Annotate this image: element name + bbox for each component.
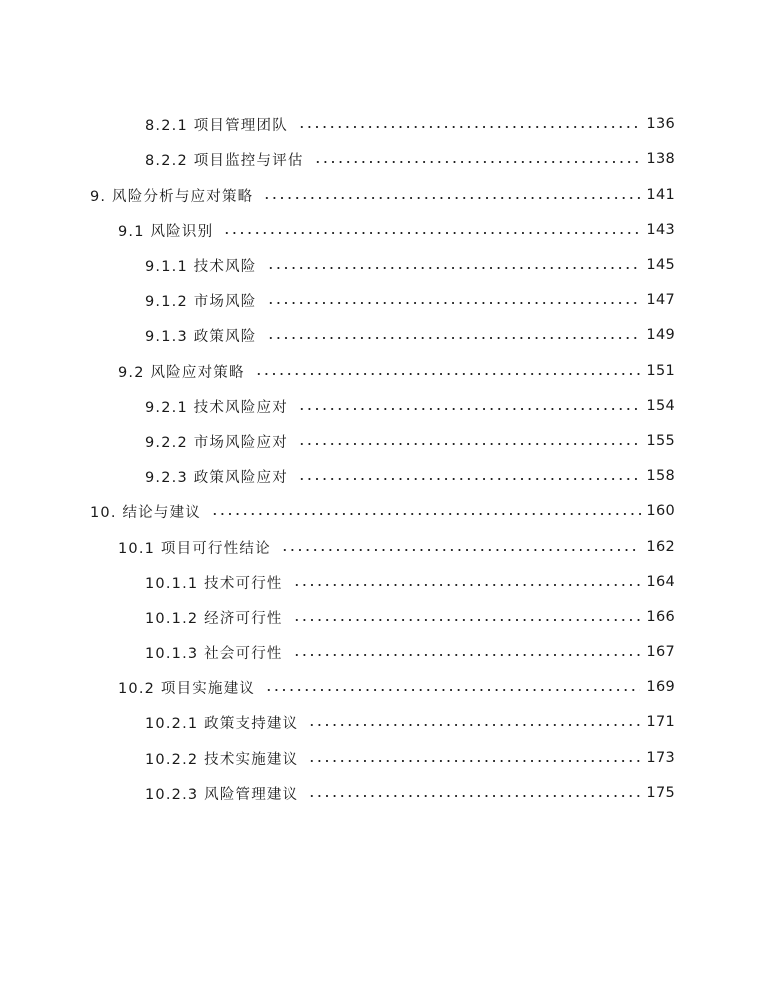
toc-dot-leader [255, 372, 641, 376]
toc-entry-label: 9.1.1 技术风险 [145, 258, 257, 275]
toc-dot-leader [265, 688, 640, 692]
toc-entry[interactable] [145, 289, 675, 311]
toc-dot-leader [308, 794, 640, 798]
toc-entry-label: 9.2.2 市场风险应对 [145, 434, 288, 451]
toc-entry[interactable] [90, 500, 675, 522]
toc-dot-leader [298, 407, 641, 411]
toc-entry-label: 8.2.1 项目管理团队 [145, 117, 288, 134]
toc-page-number: 147 [646, 292, 675, 308]
toc-entry-label: 10.1.1 技术可行性 [145, 575, 283, 592]
toc-entry[interactable] [145, 711, 675, 733]
toc-page-number: 138 [646, 151, 675, 167]
toc-dot-leader [223, 231, 640, 235]
toc-page-number: 166 [646, 609, 675, 625]
toc-entry-label: 9.2.3 政策风险应对 [145, 469, 288, 486]
toc-entry[interactable] [145, 641, 675, 663]
toc-entry[interactable] [118, 536, 675, 558]
toc-page-number: 167 [646, 644, 675, 660]
toc-entry-label: 9.1.2 市场风险 [145, 293, 257, 310]
toc-dot-leader [298, 125, 641, 129]
toc-entry-label: 10.2.3 风险管理建议 [145, 786, 299, 803]
toc-page-number: 158 [646, 468, 675, 484]
toc-page-number: 145 [646, 257, 675, 273]
toc-entry[interactable] [145, 430, 675, 452]
toc-entry-label: 10. 结论与建议 [90, 504, 201, 521]
toc-dot-leader [267, 266, 641, 270]
toc-dot-leader [267, 301, 641, 305]
toc-entry[interactable] [118, 360, 675, 382]
toc-entry-label: 10.2.2 技术实施建议 [145, 751, 299, 768]
toc-entry[interactable] [145, 782, 675, 804]
toc-dot-leader [211, 512, 644, 516]
toc-entry[interactable] [145, 254, 675, 276]
toc-page-number: 149 [646, 327, 675, 343]
toc-page-number: 171 [646, 714, 675, 730]
toc-dot-leader [314, 160, 641, 164]
toc-dot-leader [293, 653, 641, 657]
toc-dot-leader [308, 723, 640, 727]
toc-entry[interactable] [145, 324, 675, 346]
toc-page-number: 175 [646, 785, 675, 801]
toc-dot-leader [308, 759, 640, 763]
toc-entry-label: 9.1 风险识别 [118, 223, 214, 240]
toc-dot-leader [293, 583, 641, 587]
toc-entry[interactable] [145, 465, 675, 487]
toc-entry-label: 10.1.3 社会可行性 [145, 645, 283, 662]
toc-entry-label: 10.2 项目实施建议 [118, 680, 256, 697]
toc-entry-label: 9.1.3 政策风险 [145, 328, 257, 345]
toc-dot-leader [298, 442, 641, 446]
toc-page-number: 154 [646, 398, 675, 414]
toc-entry-label: 10.1.2 经济可行性 [145, 610, 283, 627]
toc-page-number: 141 [646, 187, 675, 203]
toc-page-number: 169 [646, 679, 675, 695]
toc-entry[interactable] [145, 113, 675, 135]
toc-dot-leader [281, 548, 641, 552]
toc-page-number: 164 [646, 574, 675, 590]
toc-entry-label: 10.2.1 政策支持建议 [145, 715, 299, 732]
toc-entry[interactable] [145, 606, 675, 628]
toc-entry[interactable] [90, 184, 675, 206]
toc-page-number: 173 [646, 750, 675, 766]
toc-page-number: 160 [646, 503, 675, 519]
toc-entry[interactable] [145, 148, 675, 170]
toc-entry-label: 9. 风险分析与应对策略 [90, 188, 254, 205]
toc-page-number: 136 [646, 116, 675, 132]
toc-page-number: 162 [646, 539, 675, 555]
toc-entry[interactable] [145, 395, 675, 417]
toc-entry[interactable] [118, 219, 675, 241]
toc-entry-label: 8.2.2 项目监控与评估 [145, 152, 304, 169]
toc-entry[interactable] [145, 571, 675, 593]
toc-entry-label: 9.2 风险应对策略 [118, 364, 245, 381]
toc-dot-leader [293, 618, 641, 622]
toc-entry[interactable] [145, 747, 675, 769]
toc-page-number: 155 [646, 433, 675, 449]
toc-dot-leader [267, 336, 641, 340]
toc-dot-leader [298, 477, 641, 481]
toc-entry-label: 10.1 项目可行性结论 [118, 540, 271, 557]
toc-page-number: 143 [646, 222, 675, 238]
toc-dot-leader [263, 196, 644, 200]
toc-entry-label: 9.2.1 技术风险应对 [145, 399, 288, 416]
toc-page-number: 151 [646, 363, 675, 379]
toc-entry[interactable] [118, 676, 675, 698]
